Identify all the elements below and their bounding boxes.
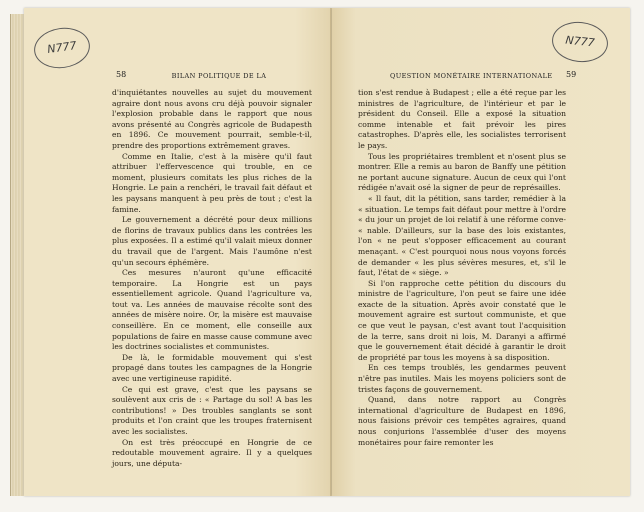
paragraph: Comme en Italie, c'est à la misère qu'il faut attribuer l'effervescence qui trouble, en ce moment, plusieurs comitats les plus riches de la Hongrie. Le pain a renchéri, le travail fait défaut et les paysans manquent à peu près de tout ; c'est la famine.: [112, 151, 312, 214]
page-number-right: 59: [566, 70, 577, 79]
paragraph: tion s'est rendue à Budapest ; elle a été reçue par les ministres de l'agriculture, de l'intérieur et par le président du Conseil. Elle a exposé la situation comme intenable et fait prévoir les pires catastrophes. D'après elle, les socialistes terrorisent le pays.: [358, 88, 566, 150]
paragraph: « Il faut, dit la pétition, sans tarder, remédier à la « situation. Le temps fait défaut pour mettre à l'ordre « du jour un projet de loi relatif à une réforme conve- « nable. D'ailleurs, sur la base des lois existantes, l'on « ne peut s'opposer efficacement au courant menaçant. « C'est pourquoi nous nous voyons forcés de demander « les plus sévères mesures, et, s'il le faut, l'état de « siège. »: [358, 193, 566, 278]
left-body-text: [112, 88, 312, 469]
right-page: [332, 8, 630, 496]
paragraph: Le gouvernement a décrété pour deux millions de florins de travaux publics dans les contrées les plus exposées. Il a estimé qu'il valait mieux donner du travail que de l'argent. Mais l'aumône n'est qu'un secours éphémère.: [112, 215, 312, 267]
paragraph: De là, le formidable mouvement qui s'est propagé dans toutes les campagnes de la Hongrie avec une vertigineuse rapidité.: [112, 352, 312, 384]
page-number-left: 58: [116, 70, 127, 79]
paragraph: On est très préoccupé en Hongrie de ce redoutable mouvement agraire. Il y a quelques jours, une députa-: [112, 437, 312, 468]
shelfmark-left: N777: [31, 24, 92, 71]
paragraph: Tous les propriétaires tremblent et n'osent plus se montrer. Elle a remis au baron de Banffy une pétition ne portant aucune signature. Aucun de ceux qui l'ont rédigée n'avait osé la signer de peur de représailles.: [358, 151, 566, 193]
running-head-left: BILAN POLITIQUE DE LA: [171, 72, 267, 80]
right-body-text: [358, 88, 566, 448]
running-head-right: QUESTION MONÉTAIRE INTERNATIONALE: [390, 72, 553, 80]
paragraph: d'inquiétantes nouvelles au sujet du mouvement agraire dont nous avons cru déjà pouvoir signaler l'explosion probable dans le rapport que nous avons présenté au Congrès agricole de Budapesth en 1896. Ce mouvement pourrait, semble-t-il, prendre des proportions extrêmement graves.: [112, 88, 312, 150]
left-page: [24, 8, 332, 496]
paragraph: Ce qui est grave, c'est que les paysans se soulèvent aux cris de : « Partage du sol! A bas les contributions! » Des troubles sanglants se sont produits et l'on craint que les troupes fraternisent avec les socialistes.: [112, 384, 312, 436]
paragraph: Quand, dans notre rapport au Congrès international d'agriculture de Budapest en 1896, nous faisions prévoir ces tempêtes agraires, quand nous conjurions l'assemblée d'user des moyens monétaires pour faire remonter les: [358, 395, 566, 447]
paragraph: Si l'on rapproche cette pétition du discours du ministre de l'agriculture, l'on peut se faire une idée exacte de la situation. Après avoir constaté que le mouvement agraire est surtout communiste, et que ce que veut le paysan, c'est avant tout l'acquisition de la terre, sans droit ni lois, M. Daranyi a affirmé que le gouvernement était décidé à garantir le droit de propriété par tous les moyens à sa disposition.: [358, 278, 566, 362]
paragraph: En ces temps troublés, les gendarmes peuvent n'être pas inutiles. Mais les moyens policiers sont de tristes façons de gouvernement.: [358, 363, 566, 394]
paragraph: Ces mesures n'auront qu'une efficacité temporaire. La Hongrie est un pays essentiellement agricole. Quand l'agriculture va, tout va. Les années de mauvaise récolte sont des années de misère noire. Or, la misère est mauvaise conseillère. En ce moment, elle conseille aux populations de faire en masse cause commune avec les doctrines socialistes et communistes.: [112, 268, 312, 352]
open-book: [10, 8, 632, 498]
shelfmark-right: N777: [550, 19, 610, 65]
